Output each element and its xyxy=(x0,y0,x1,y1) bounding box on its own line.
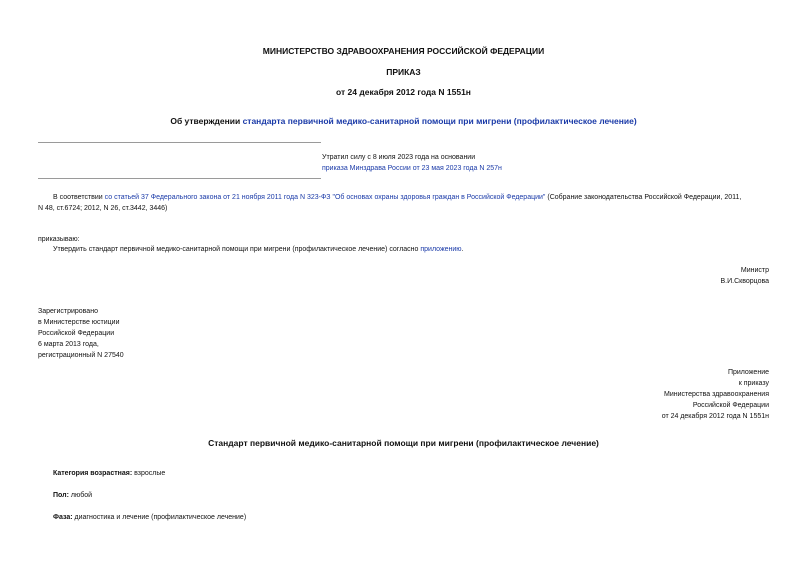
appendix-link[interactable]: приложению xyxy=(420,246,462,253)
sex-value: любой xyxy=(68,492,93,499)
appendix-line: Министерства здравоохранения xyxy=(664,391,769,398)
signature-role: Министр xyxy=(740,267,769,274)
sex-label: Пол: xyxy=(53,492,69,499)
registration-line: Зарегистрировано xyxy=(38,308,98,315)
appendix-line: Приложение xyxy=(727,369,769,376)
divider-top xyxy=(38,142,321,143)
registration-line: Российской Федерации xyxy=(38,330,115,337)
appendix-line: Российской Федерации xyxy=(692,402,769,409)
registration-line: регистрационный N 27540 xyxy=(38,352,124,359)
legal-basis-paragraph xyxy=(38,192,773,214)
appendix-block xyxy=(662,367,769,422)
age-category-value: взрослые xyxy=(132,470,166,477)
approve-paragraph xyxy=(53,244,464,255)
repeal-notice xyxy=(322,152,522,174)
order-title-prefix: Об утверждении xyxy=(170,116,243,126)
orders-word: приказываю: xyxy=(38,236,80,243)
federal-law-link[interactable]: со статьей 37 Федерального закона от 21 ноября 2011 года N 323-ФЗ "Об основах охраны здоровья граждан в Российской Федерации" xyxy=(104,194,546,201)
repeal-notice-text: Утратил силу с 8 июля 2023 года на основании xyxy=(322,154,476,161)
approve-suffix: . xyxy=(461,246,464,253)
repeal-order-link[interactable]: приказа Минздрава России от 23 мая 2023 года N 257н xyxy=(322,165,502,172)
appendix-line: от 24 декабря 2012 года N 1551н xyxy=(661,413,769,420)
divider-bottom xyxy=(38,178,321,179)
approve-prefix: Утвердить стандарт первичной медико-санитарной помощи при мигрени (профилактическое лечение) согласно xyxy=(53,246,421,253)
phase-label: Фаза: xyxy=(53,514,73,521)
appendix-line: к приказу xyxy=(738,380,769,387)
order-title-link[interactable]: стандарта первичной медико-санитарной помощи при мигрени (профилактическое лечение) xyxy=(242,116,637,126)
signature-name: В.И.Скворцова xyxy=(720,278,769,285)
legal-basis-prefix: В соответствии xyxy=(53,194,105,201)
age-category-label: Категория возрастная: xyxy=(53,470,133,477)
order-date: от 24 декабря 2012 года N 1551н xyxy=(336,87,471,97)
phase-value: диагностика и лечение (профилактическое лечение) xyxy=(72,514,247,521)
ministry-heading: МИНИСТЕРСТВО ЗДРАВООХРАНЕНИЯ РОССИЙСКОЙ ФЕДЕРАЦИИ xyxy=(262,46,545,56)
phase-field xyxy=(53,512,246,523)
order-title xyxy=(0,116,807,126)
legal-basis-line1 xyxy=(38,192,773,203)
legal-basis-line2: N 48, ст.6724; 2012, N 26, ст.3442, 3446) xyxy=(38,205,168,212)
registration-line: 6 марта 2013 года, xyxy=(38,341,99,348)
legal-basis-suffix: (Собрание законодательства Российской Федерации, 2011, xyxy=(545,194,742,201)
order-heading: ПРИКАЗ xyxy=(386,67,421,77)
signature-block xyxy=(721,265,770,287)
age-category-field xyxy=(53,468,165,479)
standard-title: Стандарт первичной медико-санитарной помощи при мигрени (профилактическое лечение) xyxy=(208,438,599,448)
sex-field xyxy=(53,490,92,501)
registration-block xyxy=(38,306,124,361)
registration-line: в Министерстве юстиции xyxy=(38,319,120,326)
